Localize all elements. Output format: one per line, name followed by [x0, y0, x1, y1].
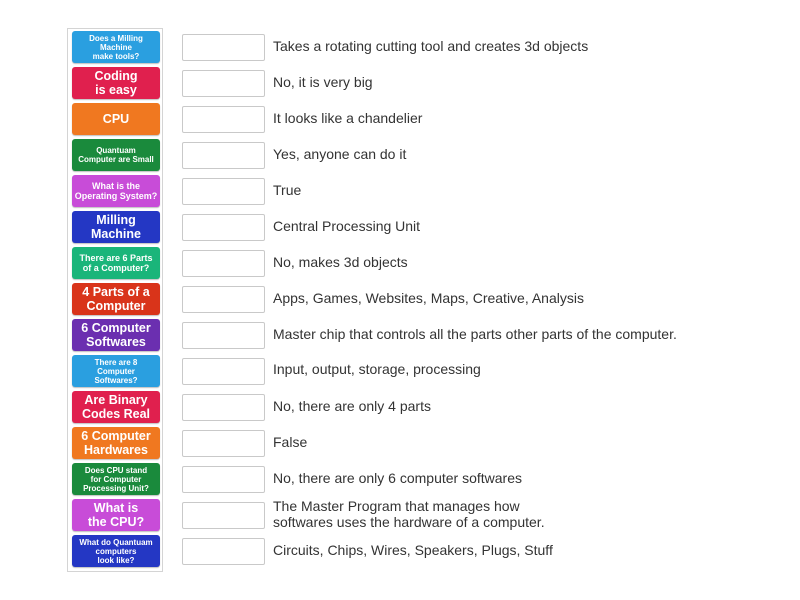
drop-slot[interactable]: [182, 142, 265, 169]
answer-text: Circuits, Chips, Wires, Speakers, Plugs, Stuff: [273, 542, 553, 558]
drop-slot[interactable]: [182, 538, 265, 565]
tile-eight-softwares[interactable]: [72, 355, 160, 387]
drop-slot[interactable]: [182, 394, 265, 421]
tile-label: What is the CPU?: [87, 501, 145, 529]
drop-slot[interactable]: [182, 250, 265, 277]
tile-label: 6 Computer Hardwares: [81, 429, 151, 457]
answer-text: False: [273, 434, 308, 450]
tile-four-parts[interactable]: [72, 283, 160, 315]
answer-text: No, it is very big: [273, 74, 373, 90]
answer-text: Apps, Games, Websites, Maps, Creative, Analysis: [273, 290, 584, 306]
tile-milling-machine[interactable]: [72, 211, 160, 243]
tile-label: CPU: [102, 112, 130, 126]
tile-quantum-small[interactable]: [72, 139, 160, 171]
answer-text: True: [273, 182, 302, 198]
answer-text: The Master Program that manages how softwares uses the hardware of a computer.: [273, 498, 545, 530]
answer-text: No, makes 3d objects: [273, 254, 408, 270]
tile-quantum-look[interactable]: [72, 535, 160, 567]
answer-text: It looks like a chandelier: [273, 110, 423, 126]
drop-slot[interactable]: [182, 466, 265, 493]
tile-milling-makes-tools[interactable]: [72, 31, 160, 63]
tile-label: Does a Milling Machine make tools?: [89, 33, 143, 61]
tile-label: Quantuam Computer are Small: [78, 146, 154, 164]
answer-text: Input, output, storage, processing: [273, 361, 481, 377]
drop-slot[interactable]: [182, 34, 265, 61]
tile-what-is-cpu[interactable]: [72, 499, 160, 531]
tile-operating-system[interactable]: [72, 175, 160, 207]
answer-text: Master chip that controls all the parts other parts of the computer.: [273, 326, 677, 342]
tile-six-softwares[interactable]: [72, 319, 160, 351]
tile-label: Milling Machine: [90, 213, 141, 241]
tile-cpu-stand-for[interactable]: [72, 463, 160, 495]
drop-slot[interactable]: [182, 502, 265, 529]
drop-slot[interactable]: [182, 358, 265, 385]
tile-six-parts[interactable]: [72, 247, 160, 279]
drop-slot[interactable]: [182, 214, 265, 241]
tile-six-hardwares[interactable]: [72, 427, 160, 459]
tile-label: Does CPU stand for Computer Processing Unit?: [83, 465, 149, 493]
answer-text: No, there are only 6 computer softwares: [273, 470, 523, 486]
tile-label: 6 Computer Softwares: [81, 321, 151, 349]
answer-text: Central Processing Unit: [273, 218, 421, 234]
drop-slot[interactable]: [182, 430, 265, 457]
drop-slot[interactable]: [182, 286, 265, 313]
tile-binary-codes[interactable]: [72, 391, 160, 423]
drop-slot[interactable]: [182, 178, 265, 205]
drop-slot[interactable]: [182, 322, 265, 349]
tile-label: There are 6 Parts of a Computer?: [79, 253, 153, 273]
tile-panel: [67, 28, 163, 572]
tile-label: 4 Parts of a Computer: [82, 285, 150, 313]
tile-label: Are Binary Codes Real: [81, 393, 151, 421]
tile-label: What do Quantuam computers look like?: [79, 537, 153, 565]
tile-label: What is the Operating System?: [74, 181, 158, 201]
tile-label: Coding is easy: [94, 69, 138, 97]
tile-cpu[interactable]: [72, 103, 160, 135]
drop-slot[interactable]: [182, 106, 265, 133]
drop-slot[interactable]: [182, 70, 265, 97]
tile-label: There are 8 Computer Softwares?: [94, 357, 138, 385]
tile-coding-is-easy[interactable]: [72, 67, 160, 99]
answer-text: No, there are only 4 parts: [273, 398, 431, 414]
answer-text: Yes, anyone can do it: [273, 146, 407, 162]
answer-text: Takes a rotating cutting tool and creates 3d objects: [273, 38, 589, 54]
